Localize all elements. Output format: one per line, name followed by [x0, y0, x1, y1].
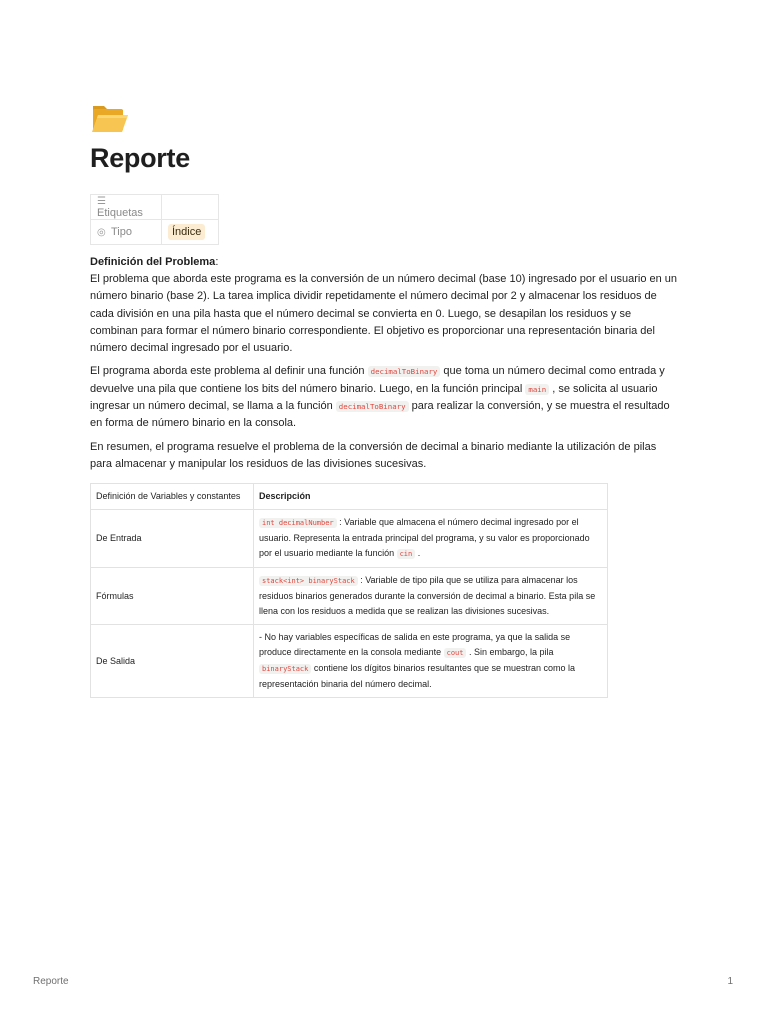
- header-descripcion: Descripción: [254, 484, 608, 510]
- property-row-tipo[interactable]: [91, 219, 219, 244]
- code-cout: cout: [444, 648, 467, 658]
- code-int-decimalNumber: int decimalNumber: [259, 518, 337, 528]
- property-value-etiquetas[interactable]: [162, 194, 219, 219]
- text-span: . Sin embargo, la pila: [466, 647, 554, 658]
- text-span: : Variable que almacena el número decimal ingresado por el usuario. Representa la entrada principal del programa, y su valor es proporcionado por el usuario mediante la función: [259, 517, 590, 559]
- text-span: El programa aborda este problema al definir una función: [90, 365, 368, 378]
- table-header-row: [91, 484, 608, 510]
- code-decimalToBinary: decimalToBinary: [336, 401, 409, 412]
- property-row-etiquetas[interactable]: [91, 194, 219, 219]
- table-row: [91, 625, 608, 698]
- tipo-tag: Índice: [168, 224, 205, 240]
- document-page: [90, 100, 678, 698]
- text-span: : Variable de tipo pila que se utiliza para almacenar los residuos binarios generados durante la conversión de decimal a binario. Esta pila se llena con los residuos a medida que se realizan las divisiones sucesivas.: [259, 575, 596, 617]
- row-name-salida: De Salida: [91, 625, 254, 698]
- table-row: [91, 568, 608, 625]
- footer-title: Reporte: [33, 976, 69, 987]
- problem-heading: Definición del Problema: [90, 255, 216, 268]
- row-name-formulas: Fórmulas: [91, 568, 254, 625]
- properties-table: [90, 194, 219, 245]
- page-title: Reporte: [90, 143, 190, 173]
- header-definicion: Definición de Variables y constantes: [91, 484, 254, 510]
- text-span: que toma un número decimal como entrada y devuelve una pila que contiene los bits del número binario. Luego, en la función principal: [90, 365, 665, 395]
- row-description: [254, 568, 608, 625]
- heading-colon: :: [215, 255, 219, 268]
- row-description: [254, 625, 608, 698]
- text-span: - No hay variables específicas de salida en este programa, ya que la salida se produce directamente en la consola mediante: [259, 632, 571, 658]
- text-span: , se solicita al usuario ingresar un número decimal, se llama a la función: [90, 382, 658, 413]
- table-row: [91, 510, 608, 568]
- property-value-tipo[interactable]: [162, 219, 219, 244]
- property-label: Etiquetas: [97, 206, 143, 219]
- code-cin: cin: [397, 549, 416, 559]
- property-label-cell: [91, 194, 162, 219]
- text-span: para realizar la conversión, y se muestra el resultado en forma de número binario en la consola.: [90, 400, 670, 430]
- variables-table: [90, 483, 608, 698]
- code-binaryStack-decl: stack<int> binaryStack: [259, 576, 358, 586]
- paragraph-approach: [90, 363, 678, 432]
- open-folder-icon: [90, 100, 130, 136]
- code-main: main: [525, 384, 549, 395]
- row-description: [254, 510, 608, 568]
- list-icon: ☰: [97, 195, 106, 207]
- paragraph-summary: En resumen, el programa resuelve el problema de la conversión de decimal a binario mediante la utilización de pilas para almacenar y manipular los residuos de las divisiones sucesivas.: [90, 440, 657, 470]
- row-name-entrada: De Entrada: [91, 510, 254, 568]
- target-icon: ◎: [97, 226, 106, 238]
- code-binaryStack: binaryStack: [259, 664, 311, 674]
- code-decimalToBinary: decimalToBinary: [368, 366, 441, 377]
- paragraph-problem-definition: [90, 254, 678, 358]
- problem-text: El problema que aborda este programa es la conversión de un número decimal (base 10) ingresado por el usuario en un número binario (base 2). La tarea implica dividir repetidamente el número decimal por 2 y almacenar los residuos de cada división en una pila hasta que el número decimal se convierta en 0. Luego, se desapilan los residuos y se combinan para formar el número binario correspondiente. El objetivo es proporcionar una representación binaria del número decimal ingresado por el usuario.: [90, 272, 678, 355]
- property-label-cell: [91, 219, 162, 244]
- property-label: Tipo: [111, 225, 132, 238]
- page-number: 1: [727, 976, 733, 987]
- text-span: contiene los dígitos binarios resultantes que se muestran como la representación binaria del número decimal.: [259, 663, 576, 690]
- text-span: .: [415, 548, 421, 559]
